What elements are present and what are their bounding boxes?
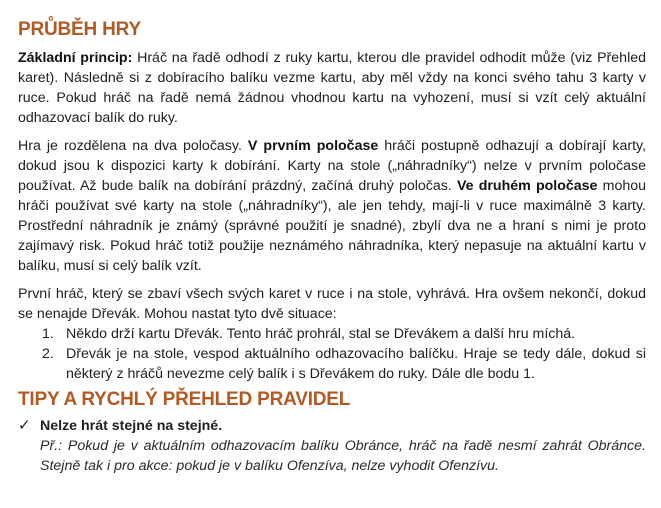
basic-principle-text: Hráč na řadě odhodí z ruky kartu, kterou dle pravidel odhodit může (viz Přehled karet). Následně si z dobíracího balíku vezme kartu, aby měl vždy na konci svého tahu 3 karty v ruce. Pokud hráč na řadě nemá žádnou vhodnou kartu na vyhození, musí si vzít celý aktuální odhazovací balík do ruky. — [18, 50, 646, 126]
situation-list — [42, 324, 646, 384]
basic-principle-label: Základní princip: — [18, 50, 133, 66]
tip-example: Př.: Pokud je v aktuálním odhazovacím balíku Obránce, hráč na řadě nesmí zahrát Obránce. Stejně tak i pro akce: pokud je v balíku Ofenzíva, nelze vyhodit Ofenzívu. — [40, 438, 646, 474]
list-item — [42, 324, 646, 344]
paragraph-halves — [18, 136, 646, 276]
halves-text-1: Hra je rozdělena na dva poločasy. — [18, 138, 248, 154]
section-heading-tips: TIPY A RYCHLÝ PŘEHLED PRAVIDEL — [18, 389, 351, 410]
rules-page — [18, 18, 646, 476]
list-item-text: Dřevák je na stole, vespod aktuálního odhazovacího balíčku. Hraje se tedy dále, dokud si některý z hráčů nevezme celý balík i s Dřevákem do ruky. Dále dle bodu 1. — [66, 346, 646, 382]
section-heading-game-flow: PRŮBĚH HRY — [18, 19, 141, 40]
list-item-text: Někdo drží kartu Dřevák. Tento hráč prohrál, stal se Dřevákem a další hru míchá. — [66, 326, 576, 342]
tip-item — [18, 416, 646, 476]
list-item-number: 1. — [42, 326, 54, 342]
tip-title: Nelze hrát stejné na stejné. — [40, 418, 223, 434]
second-half-label: Ve druhém poločase — [457, 178, 598, 194]
halves-text-3: mohou hráči používat své karty na stole („náhradníky“), ale jen tehdy, mají-li v ruce maximálně 3 karty. Prostřední náhradník je známý (správné použití je snadné), zbylí dva ne a hraní s nimi je proto zajímavý risk. Pokud hráč totiž použije neznámého náhradníka, který nepasuje na aktuální kartu v balíku, musí si celý balík vzít. — [18, 178, 647, 274]
paragraph-basic-principle — [18, 48, 646, 128]
checkmark-icon: ✓ — [18, 417, 31, 434]
tip-body — [40, 416, 646, 476]
first-half-label: V prvním poločase — [247, 138, 379, 154]
halves-text-2: hráči postupně odhazují a dobírají karty, dokud jsou k dispozici karty k dobírání. Karty na stole („náhradníky“) nelze v prvním poločase používat. Až bude balík na dobírání prázdný, začíná druhý poločas. — [18, 138, 647, 194]
paragraph-winner: První hráč, který se zbaví všech svých karet v ruce i na stole, vyhrává. Hra ovšem nekončí, dokud se nenajde Dřevák. Mohou nastat tyto dvě situace: — [18, 286, 646, 322]
list-item — [42, 344, 646, 384]
list-item-number: 2. — [42, 346, 54, 362]
